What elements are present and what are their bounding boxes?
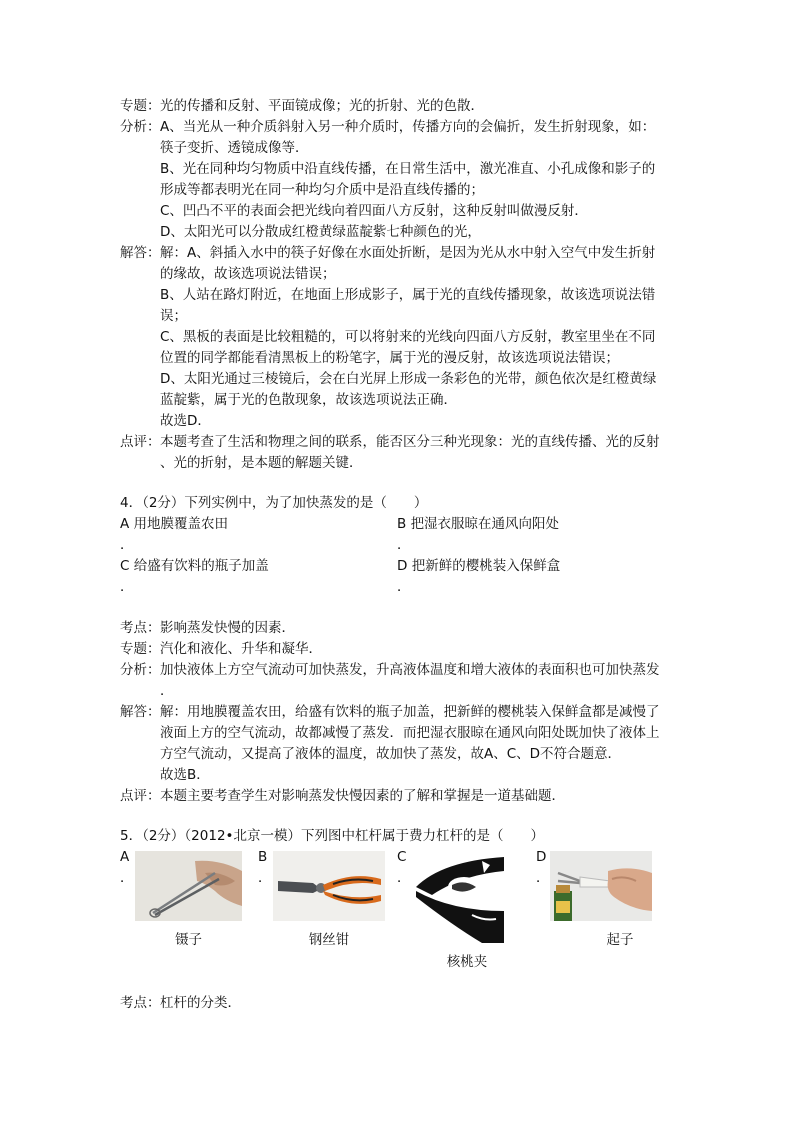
jieda-label: 解答： [120,245,161,261]
jieda-line: 液面上方的空气流动，故都减慢了蒸发．而把湿衣服晾在通风向阳处既加快了液体上 [160,725,660,741]
jieda-label: 解答： [120,704,161,720]
kaodian-label: 考点： [120,620,161,636]
fenxi-label: 分析： [120,662,161,678]
option-d [397,556,560,576]
dianping-line: 本题考查了生活和物理之间的联系，能否区分三种光现象：光的直线传播、光的反射 [160,434,660,450]
option-dot: ． [397,537,411,553]
fenxi-line: C、凹凸不平的表面会把光线向着四面八方反射，这种反射叫做漫反射． [160,203,588,219]
fenxi-line: B、光在同种均匀物质中沿直线传播，在日常生活中，激光准直、小孔成像和影子的 [160,161,656,177]
option-dot: ． [120,870,134,886]
option-dot: ． [120,537,134,553]
fenxi-line: 加快液体上方空气流动可加快蒸发，升高液体温度和增大液体的表面积也可加快蒸发 [160,662,660,678]
jieda-line: 方空气流动，又提高了液体的温度，故加快了蒸发，故A、C、D不符合题意． [160,746,622,762]
option-letter: D [536,849,547,865]
option-c [120,556,269,576]
jieda-line: 蓝靛紫，属于光的色散现象，故该选项说法正确． [160,392,457,408]
image-caption: 钢丝钳 [308,932,350,948]
option-letter: A [120,849,130,865]
tweezers-image [135,851,242,921]
option-letter: D [397,558,408,574]
dianping-label: 点评： [120,434,161,450]
option-text: 给盛有饮料的瓶子加盖 [133,558,269,574]
jieda-line: 的缘故，故该选项说法错误； [160,266,336,282]
image-caption: 核桃夹 [446,954,488,970]
jieda-line: 故选D． [160,413,211,429]
kaodian-label: 考点： [120,995,161,1011]
jieda-line: B、人站在路灯附近，在地面上形成影子，属于光的直线传播现象，故该选项说法错 [160,287,656,303]
option-text: 把新鲜的樱桃装入保鲜盒 [411,558,561,574]
jieda-line: C、黑板的表面是比较粗糙的，可以将射来的光线向四面八方反射，教室里坐在不同 [160,329,656,345]
option-letter: B [258,849,268,865]
fenxi-line: 筷子变折、透镜成像等． [160,140,309,156]
question-title: 4．（2分）下列实例中，为了加快蒸发的是（ ） [120,495,428,511]
option-dot: ． [536,870,550,886]
dianping-line: 、光的折射，是本题的解题关键． [160,455,363,471]
fenxi-label: 分析： [120,119,161,135]
zhuanti-label: 专题： [120,98,161,114]
zhuanti-label: 专题： [120,641,161,657]
option-dot: ． [120,579,134,595]
option-text: 把湿衣服晾在通风向阳处 [410,516,560,532]
fenxi-line: A、当光从一种介质斜射入另一种介质时，传播方向的会偏折，发生折射现象，如： [160,119,656,135]
jieda-line: 故选B． [160,767,210,783]
bottle-opener-image [550,851,652,921]
option-letter: C [120,558,130,574]
nutcracker-image [412,851,504,944]
question-title: 5．（2分）（2012•北京一模）下列图中杠杆属于费力杠杆的是（ ） [120,828,544,844]
jieda-line: 解：A、斜插入水中的筷子好像在水面处折断，是因为光从水中射入空气中发生折射 [160,245,656,261]
jieda-line: 解：用地膜覆盖农田，给盛有饮料的瓶子加盖，把新鲜的樱桃装入保鲜盒都是减慢了 [160,704,660,720]
option-dot: ． [258,870,272,886]
option-letter: B [397,516,407,532]
image-caption: 起子 [606,932,634,948]
fenxi-line: 形成等都表明光在同一种均匀介质中是沿直线传播的； [160,182,484,198]
image-caption: 镊子 [175,932,202,948]
fenxi-line: D、太阳光可以分散成红橙黄绿蓝靛紫七种颜色的光， [160,224,481,240]
jieda-line: D、太阳光通过三棱镜后，会在白光屏上形成一条彩色的光带，颜色依次是红橙黄绿 [160,371,657,387]
dianping-text: 本题主要考查学生对影响蒸发快慢因素的了解和掌握是一道基础题． [160,788,565,804]
kaodian-text: 杠杆的分类． [160,995,241,1011]
option-dot: ． [397,579,411,595]
fenxi-line: ． [160,683,174,699]
zhuanti-text: 光的传播和反射、平面镜成像；光的折射、光的色散． [160,98,484,114]
pliers-image [273,851,385,921]
option-letter: C [397,849,407,865]
option-dot: ． [397,870,411,886]
option-a [120,514,228,534]
jieda-line: 位置的同学都能看清黑板上的粉笔字，属于光的漫反射，故该选项说法错误； [160,350,619,366]
option-text: 用地膜覆盖农田 [133,516,229,532]
option-letter: A [120,516,130,532]
dianping-label: 点评： [120,788,161,804]
kaodian-text: 影响蒸发快慢的因素． [160,620,295,636]
option-b [397,514,559,534]
zhuanti-text: 汽化和液化、升华和凝华． [160,641,322,657]
jieda-line: 误； [160,308,187,324]
